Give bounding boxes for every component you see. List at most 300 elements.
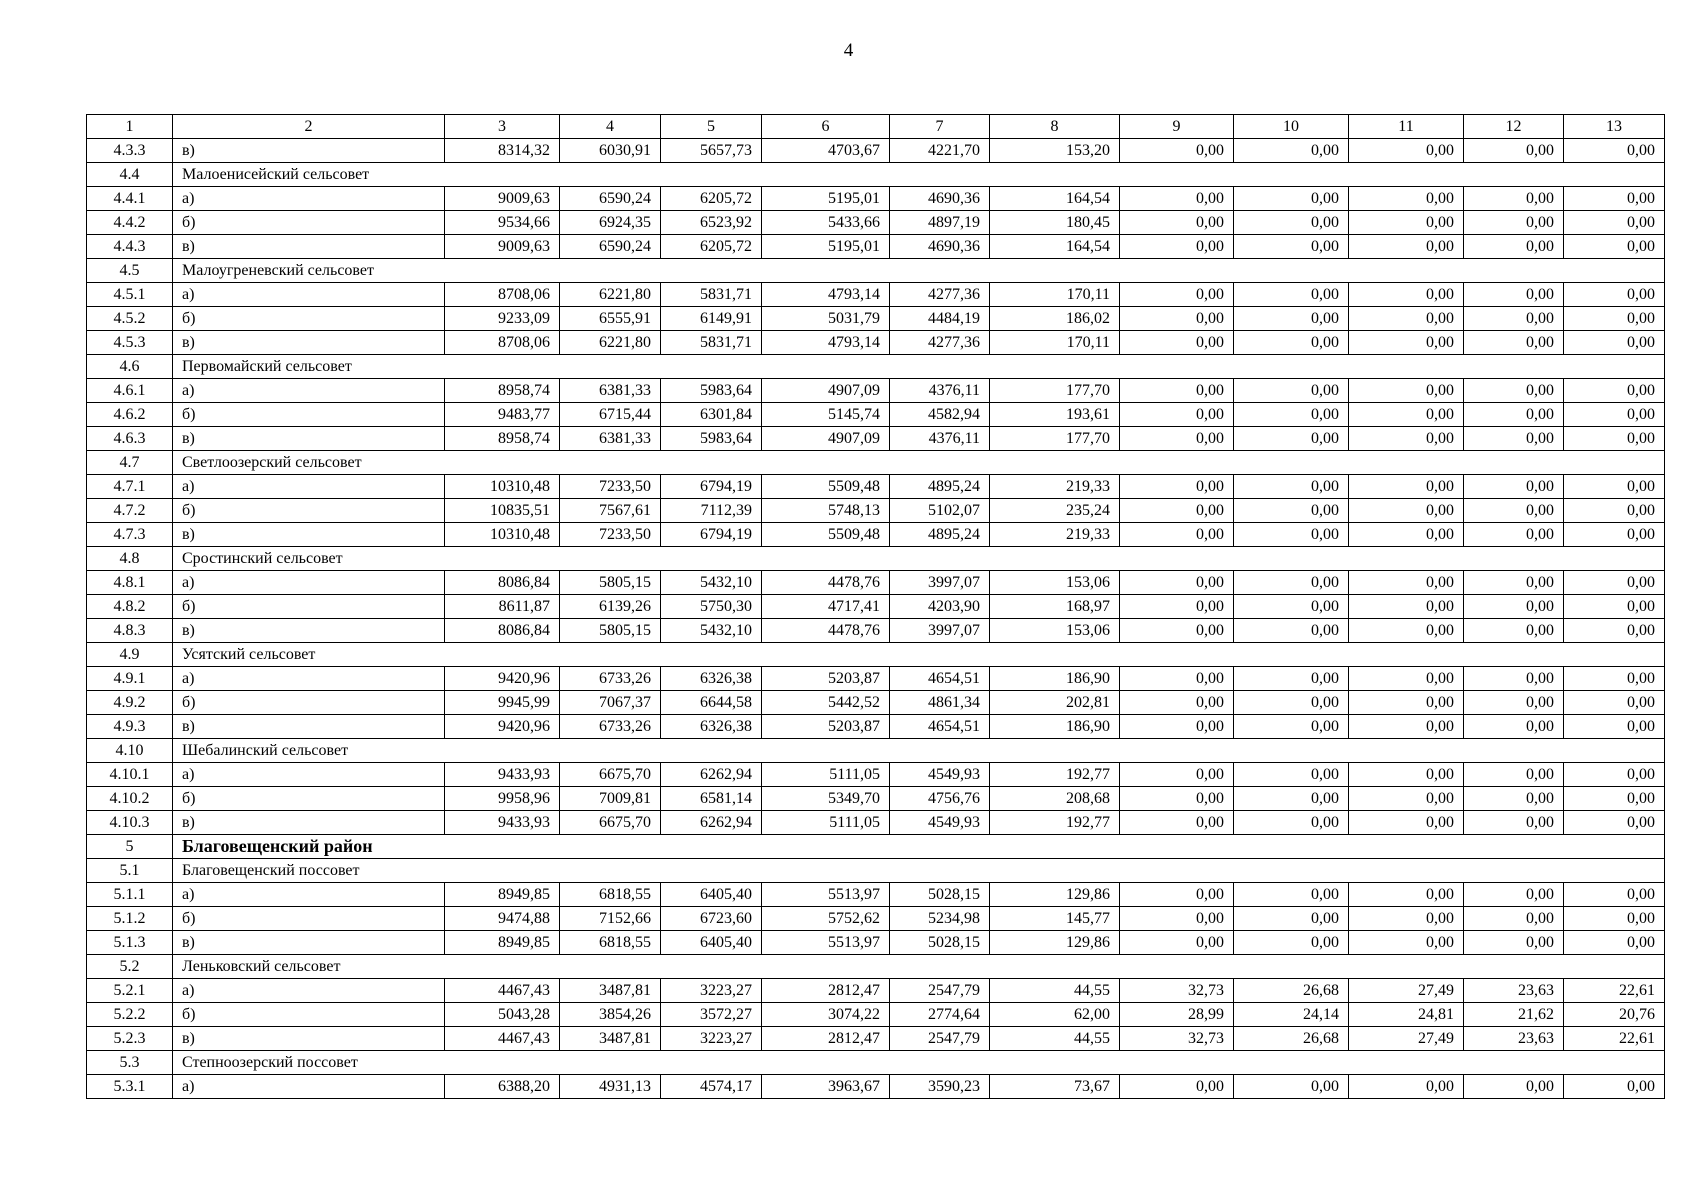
value-cell: 4478,76 <box>762 571 890 595</box>
value-cell: 0,00 <box>1349 931 1464 955</box>
value-cell: 0,00 <box>1349 619 1464 643</box>
table-row <box>87 427 1665 451</box>
value-cell: 8086,84 <box>445 619 560 643</box>
value-cell: 0,00 <box>1120 763 1234 787</box>
value-cell: 0,00 <box>1120 379 1234 403</box>
value-cell: 0,00 <box>1234 475 1349 499</box>
value-cell: 0,00 <box>1464 475 1564 499</box>
column-number-cell: 8 <box>990 115 1120 139</box>
value-cell: 186,90 <box>990 715 1120 739</box>
table-row <box>87 571 1665 595</box>
value-cell: 0,00 <box>1234 139 1349 163</box>
value-cell: 0,00 <box>1234 499 1349 523</box>
value-cell: 0,00 <box>1120 211 1234 235</box>
value-cell: 6326,38 <box>661 667 762 691</box>
value-cell: 5111,05 <box>762 763 890 787</box>
value-cell: 6523,92 <box>661 211 762 235</box>
value-cell: 3487,81 <box>560 979 661 1003</box>
settlement-header-row <box>87 1051 1665 1075</box>
value-cell: 20,76 <box>1564 1003 1665 1027</box>
value-cell: 8611,87 <box>445 595 560 619</box>
value-cell: 0,00 <box>1564 667 1665 691</box>
value-cell: 5831,71 <box>661 331 762 355</box>
value-cell: 0,00 <box>1234 283 1349 307</box>
table-row <box>87 139 1665 163</box>
value-cell: 164,54 <box>990 187 1120 211</box>
value-cell: 153,06 <box>990 619 1120 643</box>
value-cell: 0,00 <box>1564 331 1665 355</box>
value-cell: 5203,87 <box>762 715 890 739</box>
value-cell: 0,00 <box>1120 427 1234 451</box>
table-row <box>87 307 1665 331</box>
row-label-cell: б) <box>173 499 445 523</box>
value-cell: 0,00 <box>1120 1075 1234 1099</box>
value-cell: 6030,91 <box>560 139 661 163</box>
value-cell: 32,73 <box>1120 979 1234 1003</box>
table-row <box>87 883 1665 907</box>
value-cell: 5111,05 <box>762 811 890 835</box>
value-cell: 0,00 <box>1564 787 1665 811</box>
row-code-cell: 5.1.3 <box>87 931 173 955</box>
district-name: Благовещенский район <box>173 835 1665 859</box>
value-cell: 7009,81 <box>560 787 661 811</box>
value-cell: 0,00 <box>1464 667 1564 691</box>
value-cell: 5805,15 <box>560 619 661 643</box>
value-cell: 5043,28 <box>445 1003 560 1027</box>
value-cell: 235,24 <box>990 499 1120 523</box>
value-cell: 6590,24 <box>560 235 661 259</box>
value-cell: 8949,85 <box>445 931 560 955</box>
row-code-cell: 4.10.2 <box>87 787 173 811</box>
value-cell: 27,49 <box>1349 979 1464 1003</box>
value-cell: 5031,79 <box>762 307 890 331</box>
value-cell: 4549,93 <box>890 763 990 787</box>
row-label-cell: а) <box>173 475 445 499</box>
row-label-cell: б) <box>173 307 445 331</box>
table-row <box>87 1075 1665 1099</box>
value-cell: 186,90 <box>990 667 1120 691</box>
value-cell: 0,00 <box>1234 667 1349 691</box>
value-cell: 0,00 <box>1120 787 1234 811</box>
value-cell: 0,00 <box>1234 307 1349 331</box>
value-cell: 9009,63 <box>445 187 560 211</box>
row-code-cell: 4.8 <box>87 547 173 571</box>
value-cell: 0,00 <box>1349 883 1464 907</box>
value-cell: 8949,85 <box>445 883 560 907</box>
value-cell: 0,00 <box>1120 667 1234 691</box>
value-cell: 6723,60 <box>661 907 762 931</box>
value-cell: 0,00 <box>1120 187 1234 211</box>
value-cell: 2812,47 <box>762 979 890 1003</box>
settlement-header-row <box>87 859 1665 883</box>
value-cell: 4277,36 <box>890 331 990 355</box>
value-cell: 4756,76 <box>890 787 990 811</box>
row-code-cell: 5.3.1 <box>87 1075 173 1099</box>
table-row <box>87 1003 1665 1027</box>
table-row <box>87 763 1665 787</box>
value-cell: 6205,72 <box>661 187 762 211</box>
value-cell: 7233,50 <box>560 523 661 547</box>
value-cell: 6221,80 <box>560 331 661 355</box>
value-cell: 192,77 <box>990 763 1120 787</box>
value-cell: 0,00 <box>1234 1075 1349 1099</box>
value-cell: 5195,01 <box>762 235 890 259</box>
value-cell: 2774,64 <box>890 1003 990 1027</box>
value-cell: 4574,17 <box>661 1075 762 1099</box>
value-cell: 0,00 <box>1349 139 1464 163</box>
value-cell: 3223,27 <box>661 979 762 1003</box>
value-cell: 4895,24 <box>890 523 990 547</box>
value-cell: 0,00 <box>1120 931 1234 955</box>
row-code-cell: 4.10.1 <box>87 763 173 787</box>
value-cell: 6262,94 <box>661 763 762 787</box>
value-cell: 0,00 <box>1564 187 1665 211</box>
value-cell: 6715,44 <box>560 403 661 427</box>
value-cell: 0,00 <box>1120 499 1234 523</box>
column-number-cell: 6 <box>762 115 890 139</box>
value-cell: 6262,94 <box>661 811 762 835</box>
value-cell: 8708,06 <box>445 331 560 355</box>
value-cell: 0,00 <box>1234 883 1349 907</box>
row-label-cell: а) <box>173 283 445 307</box>
value-cell: 0,00 <box>1564 811 1665 835</box>
value-cell: 6381,33 <box>560 427 661 451</box>
value-cell: 153,20 <box>990 139 1120 163</box>
value-cell: 0,00 <box>1564 283 1665 307</box>
value-cell: 3997,07 <box>890 571 990 595</box>
table-row <box>87 403 1665 427</box>
row-code-cell: 4.6.3 <box>87 427 173 451</box>
table-row <box>87 283 1665 307</box>
value-cell: 6581,14 <box>661 787 762 811</box>
value-cell: 186,02 <box>990 307 1120 331</box>
value-cell: 0,00 <box>1234 571 1349 595</box>
value-cell: 0,00 <box>1564 715 1665 739</box>
value-cell: 0,00 <box>1464 571 1564 595</box>
value-cell: 0,00 <box>1120 475 1234 499</box>
value-cell: 10310,48 <box>445 523 560 547</box>
value-cell: 0,00 <box>1120 283 1234 307</box>
row-label-cell: б) <box>173 691 445 715</box>
row-label-cell: б) <box>173 907 445 931</box>
row-code-cell: 5.2.2 <box>87 1003 173 1027</box>
value-cell: 0,00 <box>1464 499 1564 523</box>
value-cell: 9009,63 <box>445 235 560 259</box>
value-cell: 0,00 <box>1234 523 1349 547</box>
value-cell: 26,68 <box>1234 979 1349 1003</box>
value-cell: 219,33 <box>990 523 1120 547</box>
value-cell: 4467,43 <box>445 1027 560 1051</box>
value-cell: 4277,36 <box>890 283 990 307</box>
value-cell: 0,00 <box>1464 763 1564 787</box>
row-code-cell: 4.9 <box>87 643 173 667</box>
value-cell: 0,00 <box>1564 475 1665 499</box>
value-cell: 6924,35 <box>560 211 661 235</box>
value-cell: 0,00 <box>1120 139 1234 163</box>
settlement-name: Первомайский сельсовет <box>173 355 1665 379</box>
value-cell: 6149,91 <box>661 307 762 331</box>
value-cell: 5442,52 <box>762 691 890 715</box>
column-number-cell: 1 <box>87 115 173 139</box>
value-cell: 6733,26 <box>560 715 661 739</box>
value-cell: 9433,93 <box>445 763 560 787</box>
settlement-header-row <box>87 955 1665 979</box>
value-cell: 0,00 <box>1234 691 1349 715</box>
value-cell: 5509,48 <box>762 523 890 547</box>
column-number-cell: 3 <box>445 115 560 139</box>
value-cell: 0,00 <box>1464 1075 1564 1099</box>
value-cell: 5805,15 <box>560 571 661 595</box>
row-label-cell: а) <box>173 1075 445 1099</box>
column-number-cell: 7 <box>890 115 990 139</box>
value-cell: 23,63 <box>1464 979 1564 1003</box>
value-cell: 0,00 <box>1234 931 1349 955</box>
value-cell: 0,00 <box>1234 715 1349 739</box>
value-cell: 7152,66 <box>560 907 661 931</box>
row-code-cell: 5.2 <box>87 955 173 979</box>
value-cell: 28,99 <box>1120 1003 1234 1027</box>
value-cell: 0,00 <box>1120 595 1234 619</box>
value-cell: 4467,43 <box>445 979 560 1003</box>
value-cell: 4654,51 <box>890 715 990 739</box>
value-cell: 0,00 <box>1464 811 1564 835</box>
value-cell: 0,00 <box>1464 691 1564 715</box>
value-cell: 0,00 <box>1464 307 1564 331</box>
value-cell: 219,33 <box>990 475 1120 499</box>
value-cell: 5983,64 <box>661 427 762 451</box>
value-cell: 0,00 <box>1120 235 1234 259</box>
value-cell: 4793,14 <box>762 331 890 355</box>
value-cell: 0,00 <box>1349 427 1464 451</box>
value-cell: 0,00 <box>1349 211 1464 235</box>
row-code-cell: 4.6.1 <box>87 379 173 403</box>
row-label-cell: а) <box>173 379 445 403</box>
row-label-cell: б) <box>173 403 445 427</box>
value-cell: 6388,20 <box>445 1075 560 1099</box>
table-row <box>87 379 1665 403</box>
value-cell: 24,14 <box>1234 1003 1349 1027</box>
value-cell: 0,00 <box>1234 763 1349 787</box>
column-number-cell: 13 <box>1564 115 1665 139</box>
value-cell: 4907,09 <box>762 379 890 403</box>
value-cell: 5513,97 <box>762 931 890 955</box>
value-cell: 2812,47 <box>762 1027 890 1051</box>
value-cell: 0,00 <box>1234 427 1349 451</box>
value-cell: 168,97 <box>990 595 1120 619</box>
value-cell: 22,61 <box>1564 979 1665 1003</box>
settlement-name: Сростинский сельсовет <box>173 547 1665 571</box>
value-cell: 8314,32 <box>445 139 560 163</box>
row-code-cell: 4.9.2 <box>87 691 173 715</box>
value-cell: 0,00 <box>1564 763 1665 787</box>
settlement-name: Степноозерский поссовет <box>173 1051 1665 1075</box>
settlement-name: Шебалинский сельсовет <box>173 739 1665 763</box>
value-cell: 5145,74 <box>762 403 890 427</box>
value-cell: 0,00 <box>1234 811 1349 835</box>
value-cell: 0,00 <box>1564 595 1665 619</box>
row-label-cell: в) <box>173 331 445 355</box>
value-cell: 3963,67 <box>762 1075 890 1099</box>
settlement-header-row <box>87 451 1665 475</box>
settlement-header-row <box>87 547 1665 571</box>
value-cell: 0,00 <box>1564 139 1665 163</box>
value-cell: 8086,84 <box>445 571 560 595</box>
value-cell: 6675,70 <box>560 811 661 835</box>
tariff-table <box>86 114 1665 1099</box>
value-cell: 6301,84 <box>661 403 762 427</box>
table-row <box>87 667 1665 691</box>
value-cell: 7567,61 <box>560 499 661 523</box>
value-cell: 4376,11 <box>890 427 990 451</box>
value-cell: 4376,11 <box>890 379 990 403</box>
page-number: 4 <box>843 40 854 61</box>
value-cell: 7112,39 <box>661 499 762 523</box>
value-cell: 202,81 <box>990 691 1120 715</box>
table-row <box>87 499 1665 523</box>
table-row <box>87 619 1665 643</box>
value-cell: 2547,79 <box>890 979 990 1003</box>
value-cell: 0,00 <box>1464 883 1564 907</box>
value-cell: 27,49 <box>1349 1027 1464 1051</box>
value-cell: 0,00 <box>1349 523 1464 547</box>
value-cell: 0,00 <box>1464 787 1564 811</box>
value-cell: 5750,30 <box>661 595 762 619</box>
value-cell: 5509,48 <box>762 475 890 499</box>
value-cell: 0,00 <box>1349 403 1464 427</box>
value-cell: 5983,64 <box>661 379 762 403</box>
value-cell: 193,61 <box>990 403 1120 427</box>
column-number-cell: 11 <box>1349 115 1464 139</box>
value-cell: 0,00 <box>1349 691 1464 715</box>
value-cell: 3997,07 <box>890 619 990 643</box>
row-label-cell: в) <box>173 139 445 163</box>
row-label-cell: в) <box>173 715 445 739</box>
value-cell: 145,77 <box>990 907 1120 931</box>
column-number-cell: 10 <box>1234 115 1349 139</box>
table-row <box>87 787 1665 811</box>
value-cell: 4793,14 <box>762 283 890 307</box>
district-header-row <box>87 835 1665 859</box>
table-row <box>87 907 1665 931</box>
value-cell: 9474,88 <box>445 907 560 931</box>
row-code-cell: 4.4.3 <box>87 235 173 259</box>
table-row <box>87 523 1665 547</box>
value-cell: 0,00 <box>1564 307 1665 331</box>
value-cell: 23,63 <box>1464 1027 1564 1051</box>
value-cell: 0,00 <box>1564 211 1665 235</box>
value-cell: 6381,33 <box>560 379 661 403</box>
value-cell: 0,00 <box>1564 907 1665 931</box>
value-cell: 5195,01 <box>762 187 890 211</box>
row-code-cell: 5.2.3 <box>87 1027 173 1051</box>
value-cell: 170,11 <box>990 283 1120 307</box>
value-cell: 0,00 <box>1120 715 1234 739</box>
value-cell: 0,00 <box>1464 235 1564 259</box>
value-cell: 4703,67 <box>762 139 890 163</box>
value-cell: 0,00 <box>1234 403 1349 427</box>
value-cell: 0,00 <box>1234 907 1349 931</box>
row-code-cell: 5.3 <box>87 1051 173 1075</box>
value-cell: 9945,99 <box>445 691 560 715</box>
value-cell: 4907,09 <box>762 427 890 451</box>
value-cell: 0,00 <box>1564 235 1665 259</box>
value-cell: 4690,36 <box>890 235 990 259</box>
row-label-cell: а) <box>173 187 445 211</box>
table-row <box>87 931 1665 955</box>
value-cell: 0,00 <box>1234 595 1349 619</box>
row-code-cell: 4.5.1 <box>87 283 173 307</box>
value-cell: 6221,80 <box>560 283 661 307</box>
table-body <box>87 115 1665 1099</box>
value-cell: 6590,24 <box>560 187 661 211</box>
value-cell: 0,00 <box>1120 523 1234 547</box>
value-cell: 0,00 <box>1349 787 1464 811</box>
value-cell: 0,00 <box>1464 595 1564 619</box>
value-cell: 0,00 <box>1234 211 1349 235</box>
value-cell: 5432,10 <box>661 619 762 643</box>
value-cell: 153,06 <box>990 571 1120 595</box>
row-label-cell: в) <box>173 811 445 835</box>
value-cell: 26,68 <box>1234 1027 1349 1051</box>
value-cell: 0,00 <box>1464 931 1564 955</box>
value-cell: 192,77 <box>990 811 1120 835</box>
value-cell: 5234,98 <box>890 907 990 931</box>
value-cell: 4203,90 <box>890 595 990 619</box>
value-cell: 9534,66 <box>445 211 560 235</box>
row-label-cell: б) <box>173 787 445 811</box>
value-cell: 6794,19 <box>661 475 762 499</box>
value-cell: 8708,06 <box>445 283 560 307</box>
value-cell: 5748,13 <box>762 499 890 523</box>
value-cell: 4717,41 <box>762 595 890 619</box>
value-cell: 4690,36 <box>890 187 990 211</box>
value-cell: 4221,70 <box>890 139 990 163</box>
value-cell: 3074,22 <box>762 1003 890 1027</box>
value-cell: 6405,40 <box>661 883 762 907</box>
row-code-cell: 4.8.1 <box>87 571 173 595</box>
value-cell: 0,00 <box>1464 187 1564 211</box>
value-cell: 44,55 <box>990 1027 1120 1051</box>
table-row <box>87 979 1665 1003</box>
value-cell: 208,68 <box>990 787 1120 811</box>
value-cell: 0,00 <box>1120 307 1234 331</box>
value-cell: 73,67 <box>990 1075 1120 1099</box>
settlement-header-row <box>87 643 1665 667</box>
row-label-cell: в) <box>173 1027 445 1051</box>
value-cell: 0,00 <box>1349 763 1464 787</box>
value-cell: 5028,15 <box>890 883 990 907</box>
value-cell: 0,00 <box>1564 523 1665 547</box>
row-label-cell: б) <box>173 1003 445 1027</box>
value-cell: 5831,71 <box>661 283 762 307</box>
value-cell: 0,00 <box>1464 619 1564 643</box>
row-label-cell: б) <box>173 595 445 619</box>
value-cell: 0,00 <box>1234 331 1349 355</box>
value-cell: 170,11 <box>990 331 1120 355</box>
value-cell: 0,00 <box>1120 403 1234 427</box>
row-code-cell: 5.1.2 <box>87 907 173 931</box>
row-label-cell: а) <box>173 883 445 907</box>
value-cell: 0,00 <box>1349 595 1464 619</box>
value-cell: 0,00 <box>1349 235 1464 259</box>
value-cell: 0,00 <box>1464 211 1564 235</box>
settlement-name: Малоенисейский сельсовет <box>173 163 1665 187</box>
value-cell: 7067,37 <box>560 691 661 715</box>
row-code-cell: 4.5.3 <box>87 331 173 355</box>
value-cell: 5752,62 <box>762 907 890 931</box>
value-cell: 0,00 <box>1564 427 1665 451</box>
value-cell: 0,00 <box>1120 811 1234 835</box>
